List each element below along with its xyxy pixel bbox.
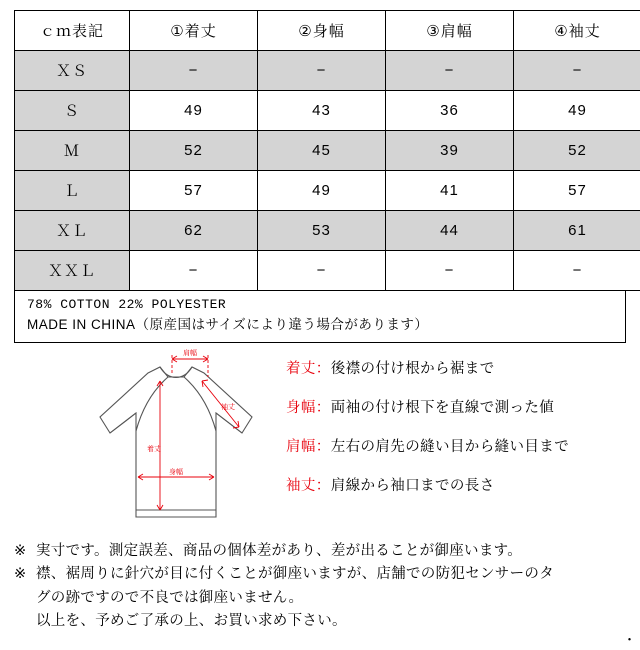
table-header-cell-0: ｃｍ表記 <box>15 11 130 51</box>
cell-shoulder: 41 <box>386 171 514 211</box>
table-header-cell-1: ①着丈 <box>130 11 258 51</box>
legend-value: 肩線から袖口までの長さ <box>331 474 495 495</box>
cell-sleeve: − <box>514 51 640 91</box>
legend-item-length <box>286 357 636 378</box>
legend-value: 左右の肩先の縫い目から縫い目まで <box>331 435 569 456</box>
cell-sleeve: 49 <box>514 91 640 131</box>
size-label: ＸＬ <box>15 211 130 251</box>
note-2-cont: グの跡ですので不良では御座いません。 <box>14 587 634 610</box>
legend-key: 肩幅： <box>286 435 331 456</box>
cell-length: − <box>130 51 258 91</box>
cell-shoulder: 44 <box>386 211 514 251</box>
cell-shoulder: − <box>386 51 514 91</box>
size-table <box>14 10 640 291</box>
material-info <box>14 291 626 343</box>
cell-width: 43 <box>258 91 386 131</box>
legend-value: 後襟の付け根から裾まで <box>331 357 495 378</box>
material-origin: MADE IN CHINA（原産国はサイズにより違う場合があります） <box>27 315 625 336</box>
diagram-label-shoulder: 肩幅 <box>183 348 197 357</box>
shirt-illustration-svg <box>56 347 306 543</box>
size-label: ＸＳ <box>15 51 130 91</box>
size-label: Ｍ <box>15 131 130 171</box>
diagram-label-sleeve: 袖丈 <box>221 402 235 411</box>
table-header-cell-4: ④袖丈 <box>514 11 640 51</box>
table-row <box>15 51 640 91</box>
note-bullet-mark: ※ <box>14 563 36 586</box>
table-row <box>15 91 640 131</box>
size-label: Ｓ <box>15 91 130 131</box>
table-row <box>15 131 640 171</box>
cell-length: − <box>130 251 258 291</box>
cell-width: − <box>258 251 386 291</box>
legend-value: 両袖の付け根下を直線で測った値 <box>331 396 555 417</box>
note-text: 襟、裾周りに針穴が目に付くことが御座いますが、店舗での防犯センサーのタ <box>36 563 634 586</box>
table-header-cell-3: ③肩幅 <box>386 11 514 51</box>
notes-section <box>14 540 634 634</box>
shirt-diagram <box>56 347 306 543</box>
cell-shoulder: − <box>386 251 514 291</box>
legend-item-shoulder <box>286 435 636 456</box>
legend-key: 着丈： <box>286 357 331 378</box>
table-row <box>15 171 640 211</box>
cell-length: 62 <box>130 211 258 251</box>
diagram-label-length: 着丈 <box>147 444 161 453</box>
measurement-legend <box>286 357 636 513</box>
cell-sleeve: 52 <box>514 131 640 171</box>
table-header-cell-2: ②身幅 <box>258 11 386 51</box>
table-row <box>15 251 640 291</box>
cell-shoulder: 39 <box>386 131 514 171</box>
cell-sleeve: 57 <box>514 171 640 211</box>
legend-item-width <box>286 396 636 417</box>
cell-length: 52 <box>130 131 258 171</box>
cell-sleeve: 61 <box>514 211 640 251</box>
legend-key: 袖丈： <box>286 474 331 495</box>
cell-width: 45 <box>258 131 386 171</box>
cell-shoulder: 36 <box>386 91 514 131</box>
corner-dot: ・ <box>623 629 636 648</box>
measurement-section <box>0 347 640 545</box>
cell-width: 49 <box>258 171 386 211</box>
cell-length: 49 <box>130 91 258 131</box>
note-text: 実寸です。測定誤差、商品の個体差があり、差が出ることが御座います。 <box>36 540 634 563</box>
size-label: Ｌ <box>15 171 130 211</box>
cell-width: − <box>258 51 386 91</box>
note-1 <box>14 540 634 563</box>
note-bullet-mark: ※ <box>14 540 36 563</box>
note-2 <box>14 563 634 586</box>
size-label: ＸＸＬ <box>15 251 130 291</box>
cell-sleeve: − <box>514 251 640 291</box>
legend-item-sleeve <box>286 474 636 495</box>
legend-key: 身幅： <box>286 396 331 417</box>
material-composition: 78% COTTON 22% POLYESTER <box>27 295 625 315</box>
cell-width: 53 <box>258 211 386 251</box>
diagram-label-width: 身幅 <box>169 467 183 476</box>
size-chart-page <box>0 10 640 650</box>
note-3: 以上を、予めご了承の上、お買い求め下さい。 <box>14 610 634 633</box>
table-row <box>15 211 640 251</box>
table-header-row <box>15 11 640 51</box>
cell-length: 57 <box>130 171 258 211</box>
